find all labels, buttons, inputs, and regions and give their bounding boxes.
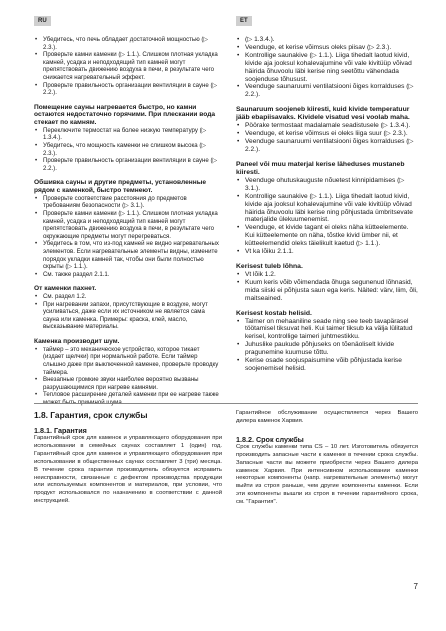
list-item: • Taimer on mehaaniline seade ning see teeb tavapärasel töötamisel tiksuvat heli. Kui taimer tiksub ka välja lülitatud kerisel, kontrollige taimeri juhtmestikku. bbox=[236, 318, 418, 342]
list-item: • Проверьте камни каменки (▷ 1.1.). Слишком плотная укладка камней, усадка и неподходящий тип камней могут препятствовать движению воздуха в печи, в результате чего окружающие предметы могут перегреваться. bbox=[34, 210, 220, 240]
bullet-list bbox=[236, 122, 418, 154]
section-heading: Paneel või muu materjal kerise läheduses mustaneb kiiresti. bbox=[236, 160, 405, 176]
list-item: • Vt ka lõiku 2.1.1. bbox=[236, 248, 418, 256]
section-heading: Помещение сауны нагревается быстро, но камни остаются недостаточно горячими. При плескании вода стекает по камням. bbox=[34, 103, 216, 127]
section-heading: От каменки пахнет. bbox=[34, 285, 97, 293]
list-item: • Kerise osade soojuspaisumine võib põhjustada kerise soojenemisel helisid. bbox=[236, 357, 418, 373]
section-heading: Каменка производит шум. bbox=[34, 338, 120, 346]
list-item: • Kontrollige saunakive (▷ 1.1.). Liiga tihedalt laotud kivid, kivide aja jooksul kohalevajumine või vale kivitüüp võivad häirida õhuvoolu läbi kerise ning seetõttu vähendada soojenduse tõhusust. bbox=[236, 52, 418, 84]
warranty-title: 1.8. Гарантия, срок службы bbox=[34, 410, 148, 420]
bullet-list bbox=[34, 127, 220, 173]
list-item: • Vt lõik 1.2. bbox=[236, 271, 418, 279]
list-item: • Проверьте соответствие расстояния до предметов требованиям безопасности (▷ 3.1.). bbox=[34, 195, 220, 210]
bullet-list bbox=[236, 271, 418, 303]
list-item: • Veenduge, et kerise võimsus oleks piisav (▷ 2.3.). bbox=[236, 44, 418, 52]
list-item: • Внезапные громкие звуки наиболее вероятно вызваны разрушающимися при нагреве камнями. bbox=[34, 376, 220, 391]
bullet-list bbox=[34, 36, 220, 97]
page-number: 7 bbox=[413, 582, 418, 591]
language-tag-et: ET bbox=[236, 16, 252, 26]
list-item: • Kuum keris võib võimendada õhuga segunenud lõhnasid, mida siiski ei põhjusta saun ega keris. Näited: värv, liim, õli, maitseained. bbox=[236, 279, 418, 303]
language-tag-ru: RU bbox=[34, 16, 51, 26]
list-item: • Veenduge, et kerise võimsus ei oleks liiga suur (▷ 2.3.). bbox=[236, 130, 418, 138]
list-item: • Проверьте камни каменки (▷ 1.1.). Слишком плотная укладка камней, усадка и неподходящий тип камней могут препятствовать движению воздуха в печи, в результате чего снижается нагревательный эффект. bbox=[34, 51, 220, 81]
bullet-list bbox=[34, 346, 220, 407]
warranty-section bbox=[34, 410, 222, 506]
list-item: • Проверьте правильность организации вентиляции в сауне (▷ 2.2.). bbox=[34, 82, 220, 97]
section-heading: Обшивка сауны и другие предметы, установленные рядом с каменкой, быстро темнеют. bbox=[34, 179, 207, 195]
column-estonian bbox=[236, 36, 418, 373]
list-item: • Убедитесь в том, что из-под камней не видно нагревательных элементов. Если нагревательные элементы видны, измените порядок укладки камней так, чтобы они были полностью скрыты (▷ 1.1.). bbox=[34, 240, 220, 270]
service-life-section bbox=[236, 410, 418, 507]
list-item: • Проверьте правильность организации вентиляции в сауне (▷ 2.2.). bbox=[34, 157, 220, 172]
section-divider bbox=[34, 403, 418, 404]
column-russian bbox=[34, 36, 220, 406]
warranty-text: Гарантийный срок для каменок и управляющего оборудования при использовании в семейных саунах составляет 1 (один) год. Гарантийный срок для каменок и управляющего оборудования при использовании в общественных саунах составляет 3 (три) месяца. В течение срока гарантии производитель обязуется исправить неисправности, связанные с дефектом производства продукции или используемых компонентов и материалов, при условии, что продукт использовался по назначению в соответствии с данной инструкцией. bbox=[34, 435, 222, 505]
list-item: • (▷ 1.3.4.). bbox=[236, 36, 418, 44]
list-item: • Veenduge, et kivide tagant ei oleks näha kütteelemente. Kui kütteelemente on näha, tõstke kivid ümber nii, et kütteelemendid oleks täielikult kaetud (▷ 1.1.). bbox=[236, 224, 418, 248]
bullet-list bbox=[236, 36, 418, 99]
list-item: • Veenduge ohutuskauguste nõuetest kinnipidamises (▷ 3.1.). bbox=[236, 177, 418, 193]
warranty-service-text: Гарантийное обслуживание осуществляется через Вашего дилера каменок Харвия. bbox=[236, 410, 418, 424]
service-life-text: Срок службы каменки типа CS – 10 лет. Изготовитель обязуется производить запасные части к каменке в течении срока службы. Запасные части вы можете приобрести через Вашего дилера каменок Харвия. При интенсивном использовании каменки некоторые компоненты (напр. нагревательные элементы) могут выйти из строя раньше, чем другие компоненты каменки. Если эти компоненты вышли из строя в течении гарантийного срока, см. "Гарантия". bbox=[236, 443, 418, 506]
list-item: • Juhuslike paukude põhjuseks on tõenäoliselt kivide pragunemine kuumuse tõttu. bbox=[236, 341, 418, 357]
list-item: • Убедитесь, что печь обладает достаточной мощностью (▷ 2.3.). bbox=[34, 36, 220, 51]
list-item: • При нагревании запахи, присутствующие в воздухе, могут усиливаться, даже если их источником не является сама сауна или каменка. Примеры: краска, клей, масло, высказывание материалы. bbox=[34, 301, 220, 331]
list-item: • Kontrollige saunakive (▷ 1.1.). Liiga tihedalt laotud kivid, kivide aja jooksul kohalevajumine või vale kivitüüp võivad häirida õhuvoolu läbi kerise ning põhjustada ümbritsevate materjalide ülekuumenemist. bbox=[236, 193, 418, 225]
list-item: • Тепловое расширение деталей каменки при ее нагреве также может быть причиной шума. bbox=[34, 391, 220, 406]
section-heading: Kerisest kostab helisid. bbox=[236, 309, 312, 317]
warranty-subtitle: 1.8.1. Гарантия bbox=[34, 426, 87, 435]
list-item: • Pöörake termostaat madalamale seadistusele (▷ 1.3.4.). bbox=[236, 122, 418, 130]
list-item: • См. также раздел 2.1.1. bbox=[34, 271, 220, 279]
section-heading: Saunaruum soojeneb kiiresti, kuid kivide temperatuur jääb ebapiisavaks. Kividele visatud vesi voolab maha. bbox=[236, 106, 410, 122]
bullet-list bbox=[34, 195, 220, 279]
list-item: • таймер – это механическое устройство, которое тикает (издает щелчки) при нормальной работе. Если таймер слышно даже при выключенной каменке, проверьте проводку таймера. bbox=[34, 346, 220, 376]
bullet-list bbox=[236, 177, 418, 256]
bullet-list bbox=[34, 293, 220, 331]
list-item: • Убедитесь, что мощность каменки не слишком высока (▷ 2.3.). bbox=[34, 142, 220, 157]
service-life-subtitle: 1.8.2. Срок службы bbox=[236, 434, 304, 444]
list-item: • Veenduge saunaruumi ventilatsiooni õiges korralduses (▷ 2.2.). bbox=[236, 83, 418, 99]
list-item: • См. раздел 1.2. bbox=[34, 293, 220, 301]
section-heading: Kerisest tuleb lõhna. bbox=[236, 262, 303, 270]
list-item: • Переключите термостат на более низкую температуру (▷ 1.3.4.). bbox=[34, 127, 220, 142]
list-item: • Veenduge saunaruumi ventilatsiooni õiges korralduses (▷ 2.2.). bbox=[236, 138, 418, 154]
bullet-list bbox=[236, 318, 418, 373]
